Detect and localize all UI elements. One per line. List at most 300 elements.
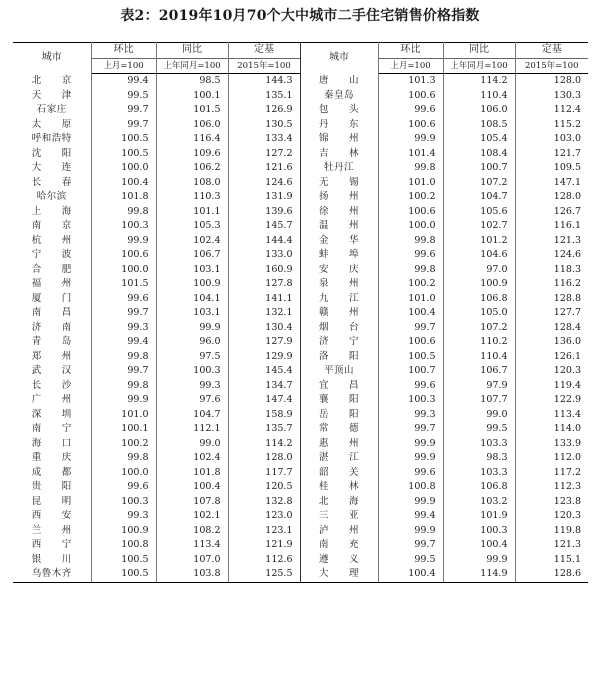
right-yoy-cell: 110.2	[443, 335, 515, 350]
right-mom-cell: 99.6	[378, 248, 443, 263]
header-base-left: 定基	[228, 43, 300, 59]
left-yoy-cell: 106.2	[156, 161, 228, 176]
right-city-cell: 丹 东	[300, 118, 378, 133]
left-base-cell: 133.4	[228, 132, 300, 147]
table-row	[13, 466, 588, 481]
left-base-cell: 139.6	[228, 205, 300, 220]
right-base-cell: 124.6	[553, 249, 581, 260]
right-base-cell: 128.4	[553, 321, 581, 333]
right-city-cell: 无 锡	[300, 176, 378, 191]
right-mom-cell: 99.5	[378, 553, 443, 568]
table-row	[13, 306, 588, 321]
table-row	[13, 379, 588, 394]
right-city-cell: 南 充	[300, 538, 378, 553]
left-mom-cell: 101.5	[91, 277, 156, 292]
right-city-cell: 安 庆	[300, 263, 378, 278]
right-city-cell: 湛 江	[300, 451, 378, 466]
right-yoy-cell: 100.9	[443, 277, 515, 292]
table-row	[13, 234, 588, 249]
left-yoy-cell: 108.0	[156, 176, 228, 191]
left-mom-cell: 99.8	[91, 205, 156, 220]
left-base-cell: 134.7	[228, 379, 300, 394]
right-city-cell: 三 亚	[300, 509, 378, 524]
left-city-cell: 合 肥	[13, 263, 91, 278]
left-base-cell: 144.3	[228, 74, 300, 89]
right-yoy-cell: 101.9	[443, 509, 515, 524]
left-base-cell: 126.9	[228, 103, 300, 118]
right-city-cell: 金 华	[300, 234, 378, 249]
left-base-cell: 117.7	[228, 466, 300, 481]
left-mom-cell: 99.8	[91, 379, 156, 394]
left-city-cell: 沈 阳	[13, 147, 91, 162]
left-yoy-cell: 113.4	[156, 538, 228, 553]
left-mom-cell: 99.7	[91, 118, 156, 133]
right-mom-cell: 100.0	[378, 219, 443, 234]
left-city-cell: 大 连	[13, 161, 91, 176]
right-base-cell: 121.3	[553, 234, 581, 246]
right-mom-cell: 99.9	[378, 495, 443, 510]
left-mom-cell: 100.5	[91, 567, 156, 582]
right-yoy-cell: 100.3	[443, 524, 515, 539]
left-base-cell: 141.1	[228, 292, 300, 307]
left-base-cell: 123.1	[228, 524, 300, 539]
right-mom-cell: 100.7	[378, 364, 443, 379]
left-yoy-cell: 103.1	[156, 263, 228, 278]
table-row	[13, 248, 588, 263]
right-base-cell: 126.7	[553, 205, 581, 217]
left-yoy-cell: 99.0	[156, 437, 228, 452]
right-mom-cell: 99.9	[378, 524, 443, 539]
left-city-cell: 乌鲁木齐	[13, 567, 91, 582]
right-yoy-cell: 107.7	[443, 393, 515, 408]
left-mom-cell: 99.7	[91, 103, 156, 118]
header-mom-right: 环比	[378, 43, 443, 59]
left-yoy-cell: 103.8	[156, 567, 228, 582]
header-yoy-left: 同比	[156, 43, 228, 59]
left-city-cell: 郑 州	[13, 350, 91, 365]
right-base-cell: 109.5	[553, 162, 581, 173]
right-yoy-cell: 100.4	[443, 538, 515, 553]
table-row	[13, 263, 588, 278]
right-mom-cell: 101.0	[378, 292, 443, 307]
right-mom-cell: 99.7	[378, 538, 443, 553]
header-city-left: 城市	[13, 43, 91, 74]
left-base-cell: 127.9	[228, 335, 300, 350]
left-base-cell: 127.2	[228, 147, 300, 162]
right-base-cell: 120.3	[553, 510, 581, 521]
left-base-cell: 144.4	[228, 234, 300, 249]
table-row	[13, 147, 588, 162]
left-base-cell: 127.8	[228, 277, 300, 292]
left-yoy-cell: 100.4	[156, 480, 228, 495]
right-base-cell: 136.0	[553, 336, 581, 347]
right-base-cell: 119.8	[553, 524, 581, 536]
left-base-cell: 124.6	[228, 176, 300, 191]
right-city-cell: 岳 阳	[300, 408, 378, 423]
table-row	[13, 422, 588, 437]
left-base-cell: 123.0	[228, 509, 300, 524]
left-base-cell: 130.4	[228, 321, 300, 336]
table-row	[13, 495, 588, 510]
right-city-cell: 九 江	[300, 292, 378, 307]
left-city-cell: 成 都	[13, 466, 91, 481]
left-base-cell: 112.6	[228, 553, 300, 568]
right-mom-cell: 99.7	[378, 321, 443, 336]
left-mom-cell: 100.5	[91, 147, 156, 162]
left-base-cell: 132.1	[228, 306, 300, 321]
right-mom-cell: 100.6	[378, 335, 443, 350]
right-city-cell: 洛 阳	[300, 350, 378, 365]
left-yoy-cell: 99.3	[156, 379, 228, 394]
left-yoy-cell: 104.1	[156, 292, 228, 307]
right-yoy-cell: 106.7	[443, 364, 515, 379]
left-city-cell: 海 口	[13, 437, 91, 452]
right-mom-cell: 99.4	[378, 509, 443, 524]
right-city-cell: 徐 州	[300, 205, 378, 220]
table-row	[13, 176, 588, 191]
right-yoy-cell: 97.0	[443, 263, 515, 278]
table-row	[13, 292, 588, 307]
left-city-cell: 银 川	[13, 553, 91, 568]
table-row	[13, 509, 588, 524]
left-yoy-cell: 106.7	[156, 248, 228, 263]
left-mom-cell: 100.1	[91, 422, 156, 437]
left-city-cell: 西 安	[13, 509, 91, 524]
right-mom-cell: 100.5	[378, 350, 443, 365]
left-base-cell: 121.9	[228, 538, 300, 553]
left-mom-cell: 100.2	[91, 437, 156, 452]
right-mom-cell: 99.7	[378, 422, 443, 437]
right-base-cell: 122.9	[553, 394, 581, 405]
right-yoy-cell: 107.2	[443, 176, 515, 191]
right-yoy-cell: 107.2	[443, 321, 515, 336]
right-base-cell: 128.0	[553, 75, 581, 86]
left-yoy-cell: 108.2	[156, 524, 228, 539]
left-yoy-cell: 102.4	[156, 234, 228, 249]
left-yoy-cell: 104.7	[156, 408, 228, 423]
left-mom-cell: 100.4	[91, 176, 156, 191]
right-yoy-cell: 99.5	[443, 422, 515, 437]
left-base-cell: 147.4	[228, 393, 300, 408]
right-yoy-cell: 108.4	[443, 147, 515, 162]
table-row	[13, 524, 588, 539]
left-mom-cell: 101.0	[91, 408, 156, 423]
right-mom-cell: 100.4	[378, 306, 443, 321]
right-yoy-cell: 101.2	[443, 234, 515, 249]
table-row	[13, 321, 588, 336]
table-row	[13, 161, 588, 176]
right-city-cell: 唐 山	[300, 74, 378, 89]
right-yoy-cell: 106.0	[443, 103, 515, 118]
right-yoy-cell: 110.4	[443, 89, 515, 104]
right-yoy-cell: 104.6	[443, 248, 515, 263]
subheader-mom-right: 上月=100	[378, 58, 443, 74]
right-base-cell: 117.2	[553, 466, 581, 478]
header-city-right: 城市	[300, 43, 378, 74]
right-city-cell: 温 州	[300, 219, 378, 234]
table-row	[13, 437, 588, 452]
table-row	[13, 393, 588, 408]
table-row	[13, 74, 588, 89]
right-yoy-cell: 108.5	[443, 118, 515, 133]
left-yoy-cell: 107.8	[156, 495, 228, 510]
table-row	[13, 103, 588, 118]
left-mom-cell: 100.0	[91, 161, 156, 176]
right-mom-cell: 100.4	[378, 567, 443, 582]
subheader-yoy-right: 上年同月=100	[443, 58, 515, 74]
right-city-cell: 平顶山	[300, 364, 378, 379]
subheader-base-right: 2015年=100	[515, 58, 588, 74]
right-city-cell: 韶 关	[300, 466, 378, 481]
left-base-cell: 130.5	[228, 118, 300, 133]
left-base-cell: 158.9	[228, 408, 300, 423]
right-base-cell: 112.0	[553, 452, 581, 463]
left-mom-cell: 101.8	[91, 190, 156, 205]
right-yoy-cell: 105.0	[443, 306, 515, 321]
left-mom-cell: 100.8	[91, 538, 156, 553]
left-yoy-cell: 116.4	[156, 132, 228, 147]
right-yoy-cell: 97.9	[443, 379, 515, 394]
right-city-cell: 惠 州	[300, 437, 378, 452]
left-city-cell: 厦 门	[13, 292, 91, 307]
right-base-cell: 112.3	[553, 481, 581, 492]
right-base-cell: 119.4	[553, 379, 581, 391]
right-mom-cell: 99.6	[378, 379, 443, 394]
right-yoy-cell: 98.3	[443, 451, 515, 466]
right-mom-cell: 100.3	[378, 393, 443, 408]
left-city-cell: 兰 州	[13, 524, 91, 539]
right-base-cell: 115.2	[553, 118, 581, 130]
left-yoy-cell: 98.5	[156, 74, 228, 89]
left-base-cell: 121.6	[228, 161, 300, 176]
table-row	[13, 190, 588, 205]
left-city-cell: 武 汉	[13, 364, 91, 379]
right-yoy-cell: 103.3	[443, 466, 515, 481]
right-city-cell: 北 海	[300, 495, 378, 510]
right-mom-cell: 99.3	[378, 408, 443, 423]
left-base-cell: 131.9	[228, 190, 300, 205]
left-yoy-cell: 97.5	[156, 350, 228, 365]
table-row	[13, 132, 588, 147]
left-mom-cell: 100.9	[91, 524, 156, 539]
right-base-cell: 126.1	[553, 350, 581, 362]
right-yoy-cell: 104.7	[443, 190, 515, 205]
left-city-cell: 呼和浩特	[13, 132, 91, 147]
table-row	[13, 408, 588, 423]
left-city-cell: 宁 波	[13, 248, 91, 263]
right-city-cell: 大 理	[300, 567, 378, 582]
left-base-cell: 125.5	[228, 567, 300, 582]
table-row	[13, 567, 588, 582]
left-city-cell: 长 春	[13, 176, 91, 191]
left-yoy-cell: 97.6	[156, 393, 228, 408]
left-city-cell: 贵 阳	[13, 480, 91, 495]
right-city-cell: 宜 昌	[300, 379, 378, 394]
right-city-cell: 泉 州	[300, 277, 378, 292]
right-mom-cell: 100.2	[378, 277, 443, 292]
left-city-cell: 北 京	[13, 74, 91, 89]
right-mom-cell: 100.6	[378, 205, 443, 220]
left-city-cell: 南 京	[13, 219, 91, 234]
right-base-cell: 128.6	[515, 567, 588, 582]
left-base-cell: 114.2	[228, 437, 300, 452]
table-row	[13, 277, 588, 292]
left-yoy-cell: 112.1	[156, 422, 228, 437]
table-row	[13, 89, 588, 104]
right-city-cell: 桂 林	[300, 480, 378, 495]
left-mom-cell: 99.6	[91, 480, 156, 495]
right-base-cell: 128.8	[553, 292, 581, 304]
left-yoy-cell: 101.1	[156, 205, 228, 220]
table-row	[13, 364, 588, 379]
left-mom-cell: 99.9	[91, 393, 156, 408]
left-city-cell: 深 圳	[13, 408, 91, 423]
left-base-cell: 135.7	[228, 422, 300, 437]
table-title: 表2：2019年10月70个大中城市二手住宅销售价格指数	[120, 8, 480, 24]
right-city-cell: 牡丹江	[300, 161, 378, 176]
left-mom-cell: 99.4	[91, 74, 156, 89]
right-base-cell: 128.0	[553, 191, 581, 202]
right-mom-cell: 99.9	[378, 132, 443, 147]
table-body	[13, 74, 588, 583]
table-row	[13, 205, 588, 220]
right-base-cell: 103.0	[553, 133, 581, 144]
right-yoy-cell: 103.3	[443, 437, 515, 452]
left-yoy-cell: 101.5	[156, 103, 228, 118]
right-yoy-cell: 110.4	[443, 350, 515, 365]
right-base-cell: 115.1	[553, 553, 581, 565]
header-base-right: 定基	[515, 43, 588, 59]
right-yoy-cell: 106.8	[443, 292, 515, 307]
right-base-cell: 113.4	[553, 408, 581, 420]
left-mom-cell: 99.3	[91, 321, 156, 336]
subheader-yoy-left: 上年同月=100	[156, 58, 228, 74]
left-mom-cell: 99.7	[91, 364, 156, 379]
right-mom-cell: 99.6	[378, 103, 443, 118]
left-city-cell: 广 州	[13, 393, 91, 408]
right-yoy-cell: 105.6	[443, 205, 515, 220]
right-city-cell: 常 德	[300, 422, 378, 437]
left-base-cell: 128.0	[228, 451, 300, 466]
right-city-cell: 包 头	[300, 103, 378, 118]
right-city-cell: 锦 州	[300, 132, 378, 147]
left-base-cell: 160.9	[228, 263, 300, 278]
right-city-cell: 扬 州	[300, 190, 378, 205]
left-city-cell: 杭 州	[13, 234, 91, 249]
right-base-cell: 130.3	[553, 89, 581, 101]
left-city-cell: 哈尔滨	[13, 190, 91, 205]
right-mom-cell: 101.3	[378, 74, 443, 89]
header-mom-left: 环比	[91, 43, 156, 59]
left-mom-cell: 100.5	[91, 132, 156, 147]
left-yoy-cell: 100.9	[156, 277, 228, 292]
left-city-cell: 青 岛	[13, 335, 91, 350]
left-mom-cell: 100.3	[91, 495, 156, 510]
left-city-cell: 南 宁	[13, 422, 91, 437]
left-city-cell: 昆 明	[13, 495, 91, 510]
right-base-cell: 123.8	[553, 495, 581, 507]
left-base-cell: 145.4	[228, 364, 300, 379]
table-row	[13, 335, 588, 350]
right-mom-cell: 100.8	[378, 480, 443, 495]
left-city-cell: 西 宁	[13, 538, 91, 553]
left-city-cell: 济 南	[13, 321, 91, 336]
left-city-cell: 太 原	[13, 118, 91, 133]
left-yoy-cell: 100.1	[156, 89, 228, 104]
left-yoy-cell: 96.0	[156, 335, 228, 350]
right-yoy-cell: 99.0	[443, 408, 515, 423]
left-yoy-cell: 107.0	[156, 553, 228, 568]
left-city-cell: 南 昌	[13, 306, 91, 321]
right-base-cell: 114.0	[553, 423, 581, 434]
left-mom-cell: 100.6	[91, 248, 156, 263]
right-base-cell: 133.9	[553, 437, 581, 449]
left-mom-cell: 100.5	[91, 553, 156, 568]
right-base-cell: 121.7	[553, 147, 581, 159]
left-city-cell: 天 津	[13, 89, 91, 104]
table-row	[13, 451, 588, 466]
right-city-cell: 赣 州	[300, 306, 378, 321]
left-base-cell: 129.9	[228, 350, 300, 365]
table-row	[13, 350, 588, 365]
left-mom-cell: 99.3	[91, 509, 156, 524]
left-mom-cell: 99.9	[91, 234, 156, 249]
left-mom-cell: 99.4	[91, 335, 156, 350]
right-base-cell: 120.3	[553, 365, 581, 376]
right-base-cell: 112.4	[553, 104, 581, 115]
header-yoy-right: 同比	[443, 43, 515, 59]
price-index-table	[13, 42, 588, 583]
right-mom-cell: 101.0	[378, 176, 443, 191]
left-base-cell: 132.8	[228, 495, 300, 510]
left-yoy-cell: 101.8	[156, 466, 228, 481]
right-base-cell: 127.7	[553, 307, 581, 318]
left-city-cell: 福 州	[13, 277, 91, 292]
right-city-cell: 泸 州	[300, 524, 378, 539]
subheader-base-left: 2015年=100	[228, 58, 300, 74]
left-mom-cell: 99.5	[91, 89, 156, 104]
table-row	[13, 538, 588, 553]
right-yoy-cell: 105.4	[443, 132, 515, 147]
left-mom-cell: 100.0	[91, 466, 156, 481]
right-mom-cell: 99.8	[378, 234, 443, 249]
left-city-cell: 上 海	[13, 205, 91, 220]
right-base-cell: 147.1	[553, 176, 581, 188]
left-yoy-cell: 102.1	[156, 509, 228, 524]
right-mom-cell: 101.4	[378, 147, 443, 162]
table-row	[13, 553, 588, 568]
right-city-cell: 襄 阳	[300, 393, 378, 408]
right-yoy-cell: 114.2	[443, 74, 515, 89]
right-mom-cell: 99.6	[378, 466, 443, 481]
subheader-mom-left: 上月=100	[91, 58, 156, 74]
left-base-cell: 135.1	[228, 89, 300, 104]
right-yoy-cell: 103.2	[443, 495, 515, 510]
left-yoy-cell: 110.3	[156, 190, 228, 205]
right-mom-cell: 99.8	[378, 161, 443, 176]
right-city-cell: 遵 义	[300, 553, 378, 568]
left-mom-cell: 99.7	[91, 306, 156, 321]
right-city-cell: 烟 台	[300, 321, 378, 336]
left-base-cell: 145.7	[228, 219, 300, 234]
right-base-cell: 121.3	[553, 539, 581, 550]
right-mom-cell: 99.8	[378, 263, 443, 278]
left-yoy-cell: 105.3	[156, 219, 228, 234]
left-yoy-cell: 109.6	[156, 147, 228, 162]
table-row	[13, 480, 588, 495]
right-city-cell: 秦皇岛	[300, 89, 378, 104]
left-base-cell: 133.0	[228, 248, 300, 263]
